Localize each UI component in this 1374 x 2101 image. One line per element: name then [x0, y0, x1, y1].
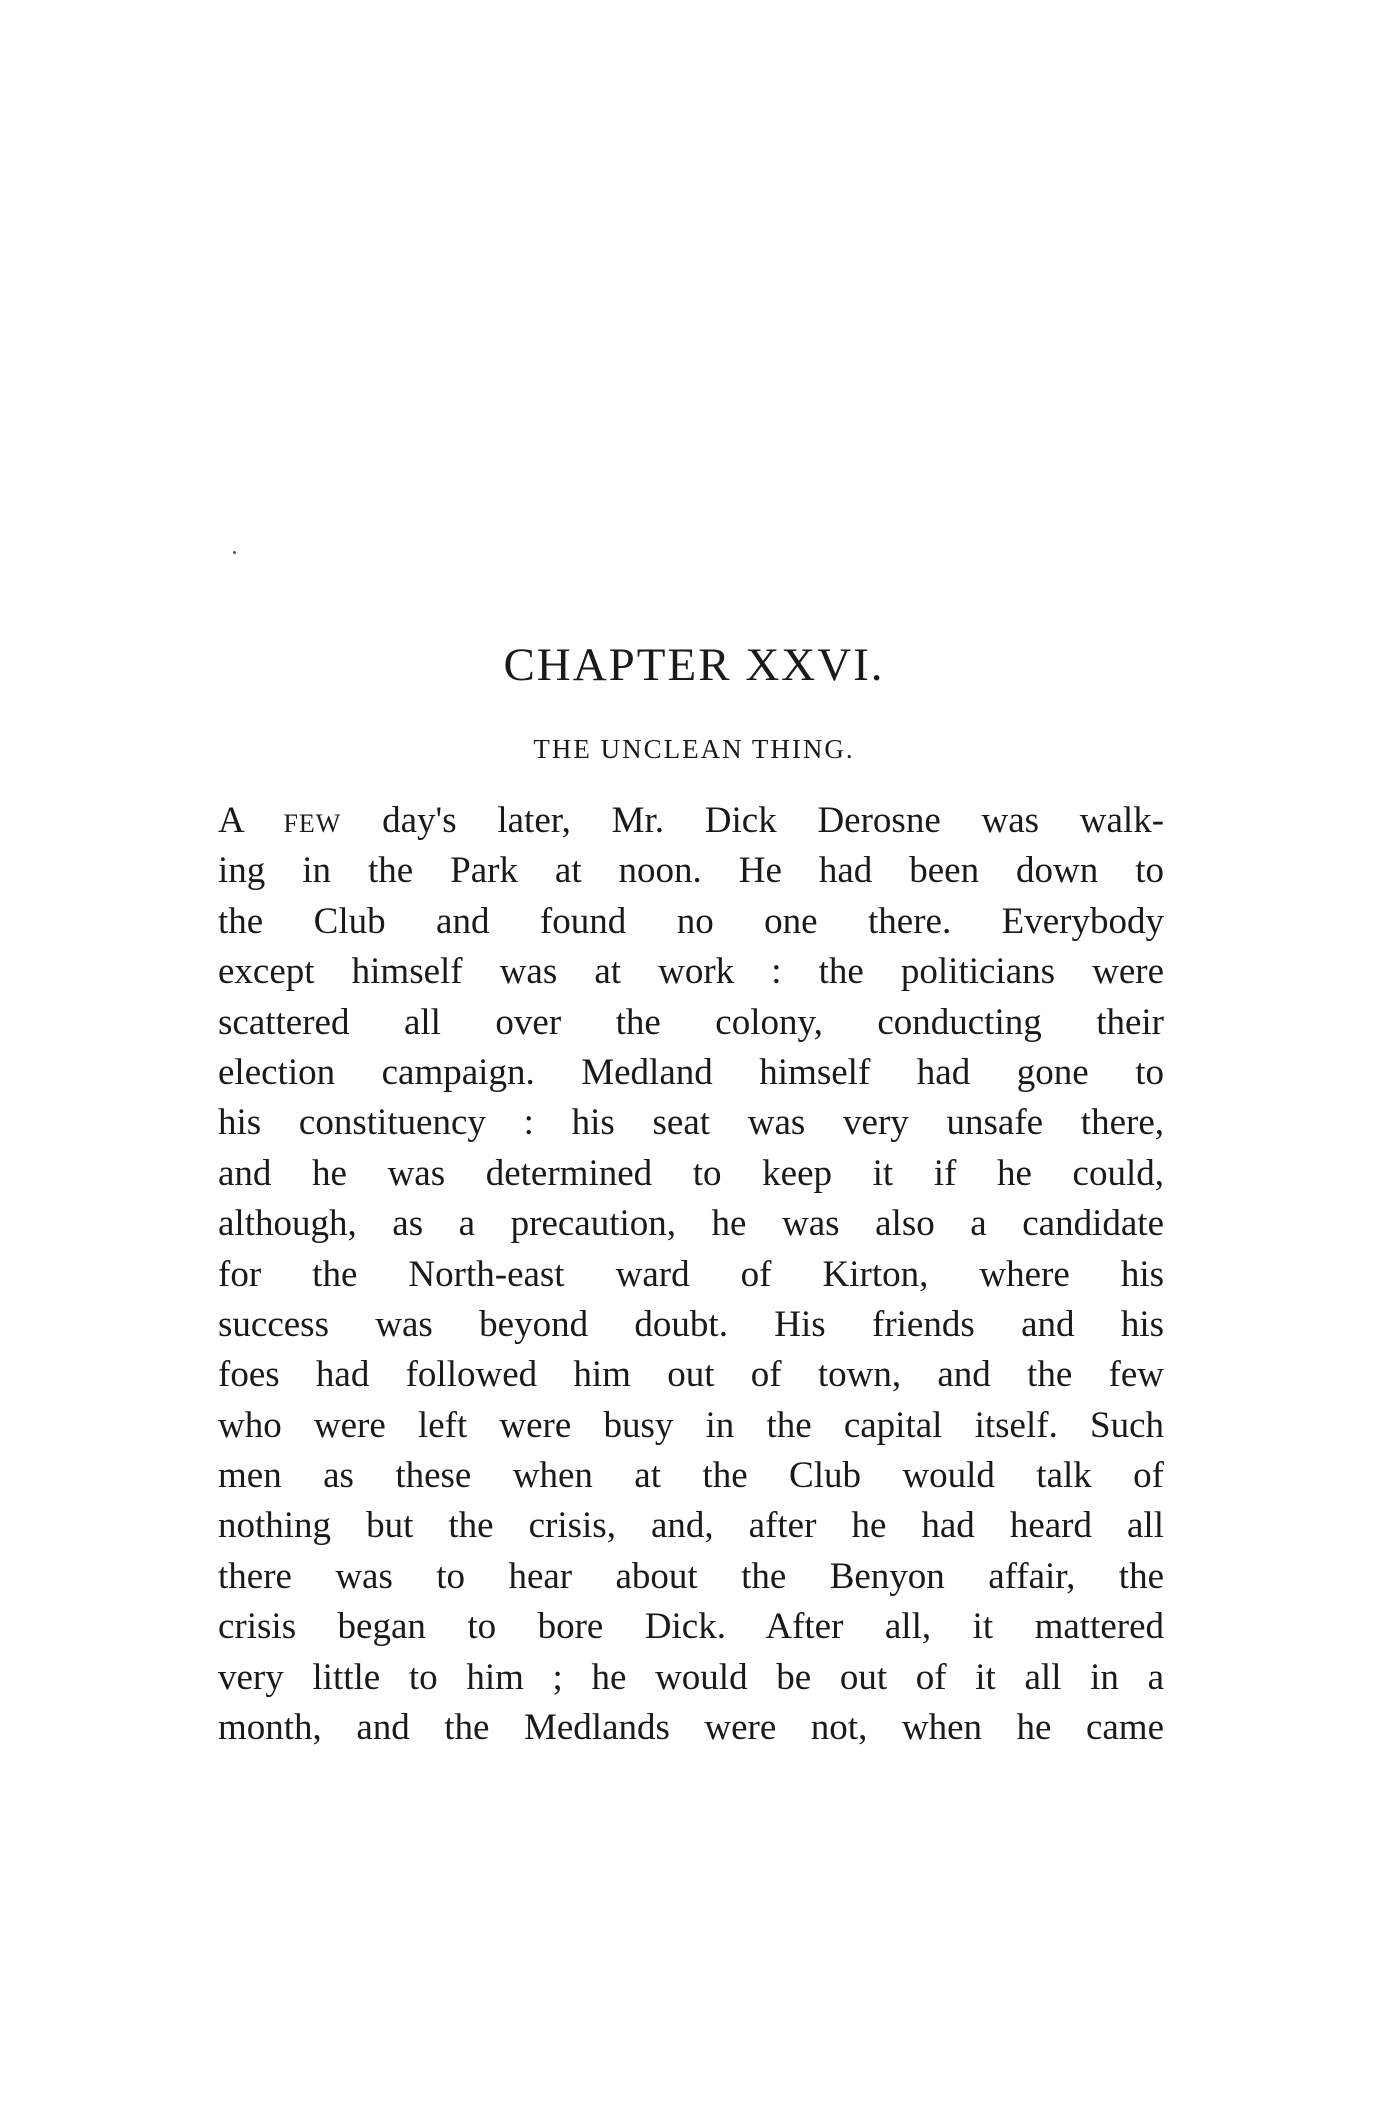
text-line: nothing but the crisis, and, after he had heard all — [218, 1505, 1164, 1547]
text-line: although, as a precaution, he was also a candidate — [218, 1203, 1164, 1245]
text-line-1 — [218, 796, 1164, 846]
first-line-text: day's later, Mr. Dick Derosne was walk- — [382, 800, 1165, 841]
chapter-body-text — [218, 796, 1164, 1753]
text-line: crisis began to bore Dick. After all, it mattered — [218, 1606, 1164, 1648]
text-line: the Club and found no one there. Everybody — [218, 900, 1164, 942]
opening-smallcaps-word: few — [283, 800, 342, 841]
text-line: his constituency : his seat was very unsafe there, — [218, 1102, 1164, 1144]
text-line: except himself was at work : the politicians were — [218, 951, 1164, 993]
chapter-title: CHAPTER XXVI. — [503, 639, 885, 691]
text-line: election campaign. Medland himself had gone to — [218, 1051, 1164, 1093]
text-line: month, and the Medlands were not, when he came — [218, 1707, 1164, 1749]
page-speck — [233, 551, 236, 554]
text-line: very little to him ; he would be out of it all in a — [218, 1656, 1164, 1698]
text-line: men as these when at the Club would talk of — [218, 1455, 1164, 1497]
text-line: foes had followed him out of town, and the few — [218, 1354, 1164, 1396]
chapter-subtitle: THE UNCLEAN THING. — [533, 734, 855, 764]
text-line: who were left were busy in the capital itself. Such — [218, 1404, 1164, 1446]
text-line: scattered all over the colony, conducting their — [218, 1001, 1164, 1043]
text-line: and he was determined to keep it if he could, — [218, 1152, 1164, 1194]
text-line: for the North-east ward of Kirton, where his — [218, 1253, 1164, 1295]
text-line: success was beyond doubt. His friends and his — [218, 1303, 1164, 1345]
text-line: ing in the Park at noon. He had been down to — [218, 850, 1164, 892]
text-line: there was to hear about the Benyon affair, the — [218, 1555, 1164, 1597]
opening-word: A — [218, 800, 243, 841]
